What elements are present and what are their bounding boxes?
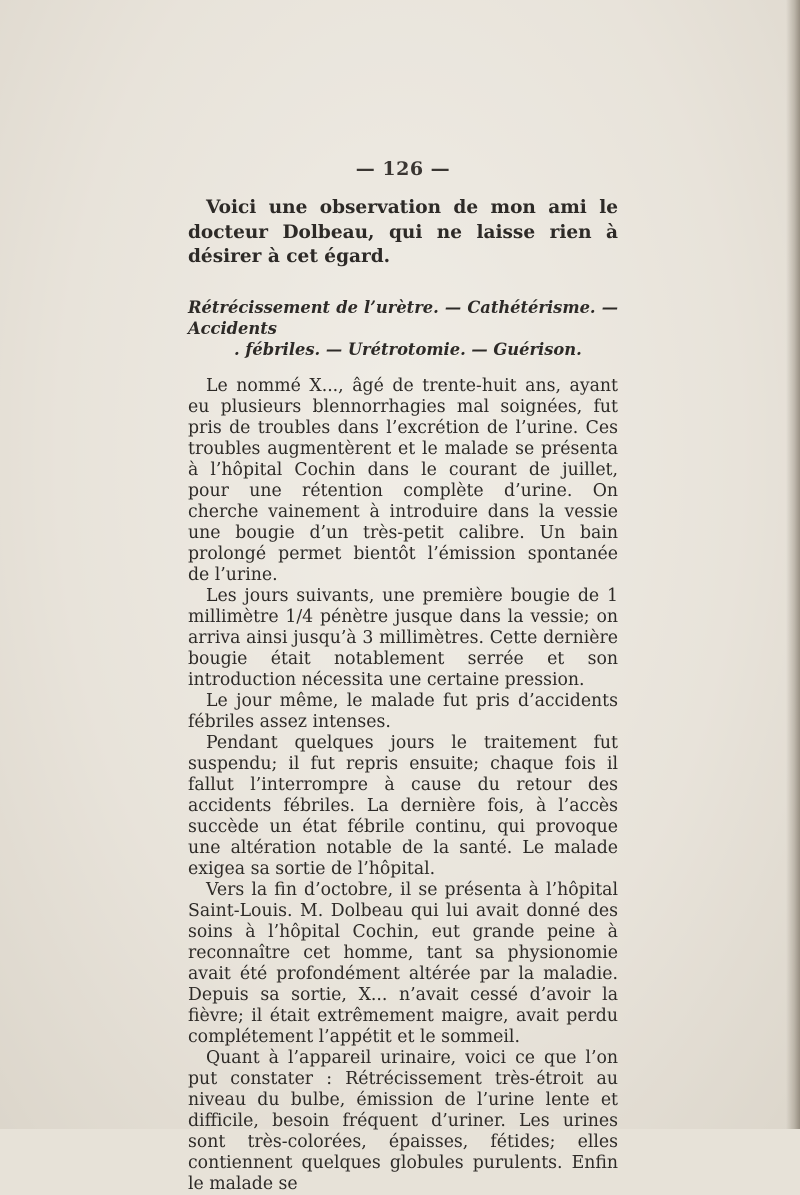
body-paragraph-3: Le jour même, le malade fut pris d’accidents fébriles assez intenses. xyxy=(188,690,618,732)
body-paragraph-6: Quant à l’appareil urinaire, voici ce que l’on put constater : Rétrécissement très-étroit au niveau du bulbe, émission de l’urine lente et difficile, besoin fréquent d’uriner. Les urines sont très-colorées, épaisses, fétides; elles contiennent quelques globules purulents. Enfin le malade se xyxy=(188,1047,618,1194)
page-edge-shadow xyxy=(786,0,800,1129)
body-paragraph-4: Pendant quelques jours le traitement fut suspendu; il fut repris ensuite; chaque fois il fallut l’interrompre à cause du retour des accidents fébriles. La dernière fois, à l’accès succède un état fébrile continu, qui provoque une altération notable de la santé. Le malade exigea sa sortie de l’hôpital. xyxy=(188,732,618,879)
observation-heading xyxy=(188,297,618,360)
intro-paragraph: Voici une observation de mon ami le docteur Dolbeau, qui ne laisse rien à désirer à cet égard. xyxy=(188,197,618,267)
body-paragraph-5: Vers la fin d’octobre, il se présenta à l’hôpital Saint-Louis. M. Dolbeau qui lui avait donné des soins à l’hôpital Cochin, eut grande peine à reconnaître cet homme, tant sa physionomie avait été profondément altérée par la maladie. Depuis sa sortie, X... n’avait cessé d’avoir la fièvre; il était extrêmement maigre, avait perdu complétement l’appétit et le sommeil. xyxy=(188,879,618,1047)
body-paragraph-1: Le nommé X..., âgé de trente-huit ans, ayant eu plusieurs blennorrhagies mal soignées, fut pris de troubles dans l’excrétion de l’urine. Ces troubles augmentèrent et le malade se présenta à l’hôpital Cochin dans le courant de juillet, pour une rétention complète d’urine. On cherche vainement à introduire dans la vessie une bougie d’un très-petit calibre. Un bain prolongé permet bientôt l’émission spontanée de l’urine. xyxy=(188,375,618,585)
text-block xyxy=(188,158,618,1195)
page-number: — 126 — xyxy=(355,158,451,180)
heading-line-1: Rétrécissement de l’urètre. — Cathétérisme. — Accidents xyxy=(188,297,618,338)
heading-line-2: . fébriles. — Urétrotomie. — Guérison. xyxy=(234,339,582,359)
body-paragraph-2: Les jours suivants, une première bougie de 1 millimètre 1/4 pénètre jusque dans la vessie; on arriva ainsi jusqu’à 3 millimètres. Cette dernière bougie était notablement serrée et son introduction nécessita une certaine pression. xyxy=(188,585,618,690)
